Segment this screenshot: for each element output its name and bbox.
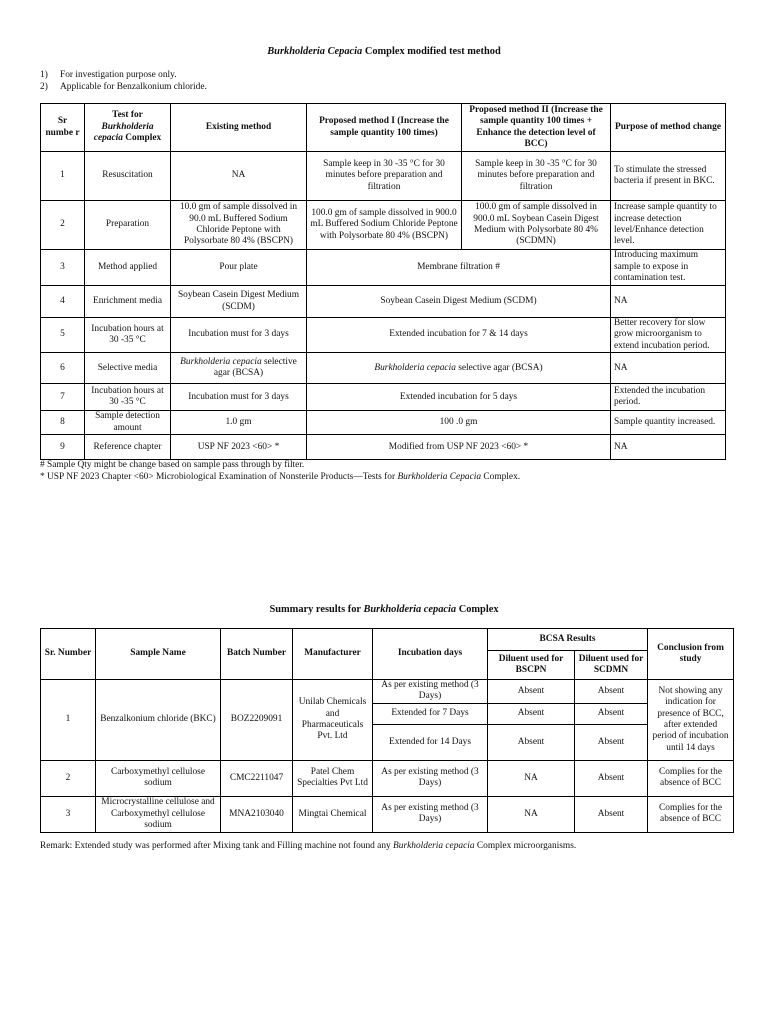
table-row: 3 Method applied Pour plate Membrane filtration # Introducing maximum sample to expose in contamination test. — [41, 250, 726, 286]
table-row: 2 Carboxymethyl cellulose sodium CMC2211047 Patel Chem Specialties Pvt Ltd As per existing method (3 Days) NA Absent Complies for the absence of BCC — [41, 760, 734, 796]
header-sample-name: Sample Name — [96, 629, 221, 680]
table-header-row — [41, 629, 734, 651]
method-comparison-table — [40, 103, 726, 460]
table-row: Extended for 14 Days Absent Absent — [41, 724, 734, 760]
table-row: 5 Incubation hours at 30 -35 °C Incubation must for 3 days Extended incubation for 7 & 14 days Better recovery for slow grow microorganism to extend incubation period. — [41, 318, 726, 353]
header-existing: Existing method — [171, 104, 307, 152]
table-row: Extended for 7 Days Absent Absent — [41, 703, 734, 724]
table-row: 1 Resuscitation NA Sample keep in 30 -35 °C for 30 minutes before preparation and filtration Sample keep in 30 -35 °C for 30 minutes before preparation and filtration To stimulate the stressed bacteria if present in BKC. — [41, 152, 726, 201]
note-item: 2) Applicable for Benzalkonium chloride. — [40, 82, 207, 93]
table-header-row — [41, 104, 726, 152]
table-row: 2 Preparation 10.0 gm of sample dissolved in 90.0 mL Buffered Sodium Chloride Peptone with Polysorbate 80 4% (BSCPN) 100.0 gm of sample dissolved in 900.0 mL Buffered Sodium Chloride Peptone with Polysorbate 80 4% (BSCPN) 100.0 gm of sample dissolved in 900.0 mL Soybean Casein Digest Medium with Polysorbate 80 4% (SCDMN) Increase sample quantity to increase detection level/Enhance detection level. — [41, 201, 726, 250]
document-title: Burkholderia Cepacia Complex modified test method — [267, 46, 501, 57]
header-bscpn: Diluent used for BSCPN — [488, 651, 575, 680]
table-row: 1 Benzalkonium chloride (BKC) BOZ2209091 Unilab Chemicals and Pharmaceuticals Pvt. Ltd As per existing method (3 Days) Absent Absent Not showing any indication for presence of BCC, after extended period of incubation until 14 days — [41, 680, 734, 704]
table-row: 6 Selective media Burkholderia cepacia selective agar (BCSA) Burkholderia cepacia selective agar (BCSA) NA — [41, 353, 726, 384]
summary-results-table — [40, 628, 734, 833]
footnote-usp: * USP NF 2023 Chapter <60> Microbiological Examination of Nonsterile Products—Tests for Burkholderia Cepacia Complex. — [40, 472, 521, 482]
header-manufacturer: Manufacturer — [293, 629, 373, 680]
header-method-1: Proposed method I (Increase the sample quantity 100 times) — [307, 104, 462, 152]
header-scdmn: Diluent used for SCDMN — [575, 651, 648, 680]
remark-text: Remark: Extended study was performed after Mixing tank and Filling machine not found any Burkholderia cepacia Complex microorganisms. — [40, 841, 577, 851]
header-bcsa-results: BCSA Results — [488, 629, 648, 651]
header-test: Test for Burkholderia cepacia Complex — [85, 104, 171, 152]
header-conclusion: Conclusion from study — [648, 629, 734, 680]
table-row: 4 Enrichment media Soybean Casein Digest Medium (SCDM) Soybean Casein Digest Medium (SCDM) NA — [41, 286, 726, 318]
summary-title: Summary results for Burkholderia cepacia Complex — [269, 604, 499, 615]
header-incubation-days: Incubation days — [373, 629, 488, 680]
notes-list — [40, 70, 207, 95]
header-sr: Sr numbe r — [41, 104, 85, 152]
table-row: 7 Incubation hours at 30 -35 °C Incubation must for 3 days Extended incubation for 5 days Extended the incubation period. — [41, 384, 726, 411]
header-sr-number: Sr. Number — [41, 629, 96, 680]
footnote-sample-qty: # Sample Qty might be change based on sample pass through by filter. — [40, 460, 305, 470]
header-purpose: Purpose of method change — [611, 104, 726, 152]
table-row: 8 Sample detection amount 1.0 gm 100 .0 gm Sample quantity increased. — [41, 411, 726, 435]
table-row: 9 Reference chapter USP NF 2023 <60> * Modified from USP NF 2023 <60> * NA — [41, 435, 726, 460]
table-row: 3 Microcrystalline cellulose and Carboxymethyl cellulose sodium MNA2103040 Mingtai Chemical As per existing method (3 Days) NA Absent Complies for the absence of BCC — [41, 796, 734, 832]
header-method-2: Proposed method II (Increase the sample quantity 100 times + Enhance the detection level of BCC) — [462, 104, 611, 152]
note-item: 1) For investigation purpose only. — [40, 70, 177, 80]
header-batch-number: Batch Number — [221, 629, 293, 680]
